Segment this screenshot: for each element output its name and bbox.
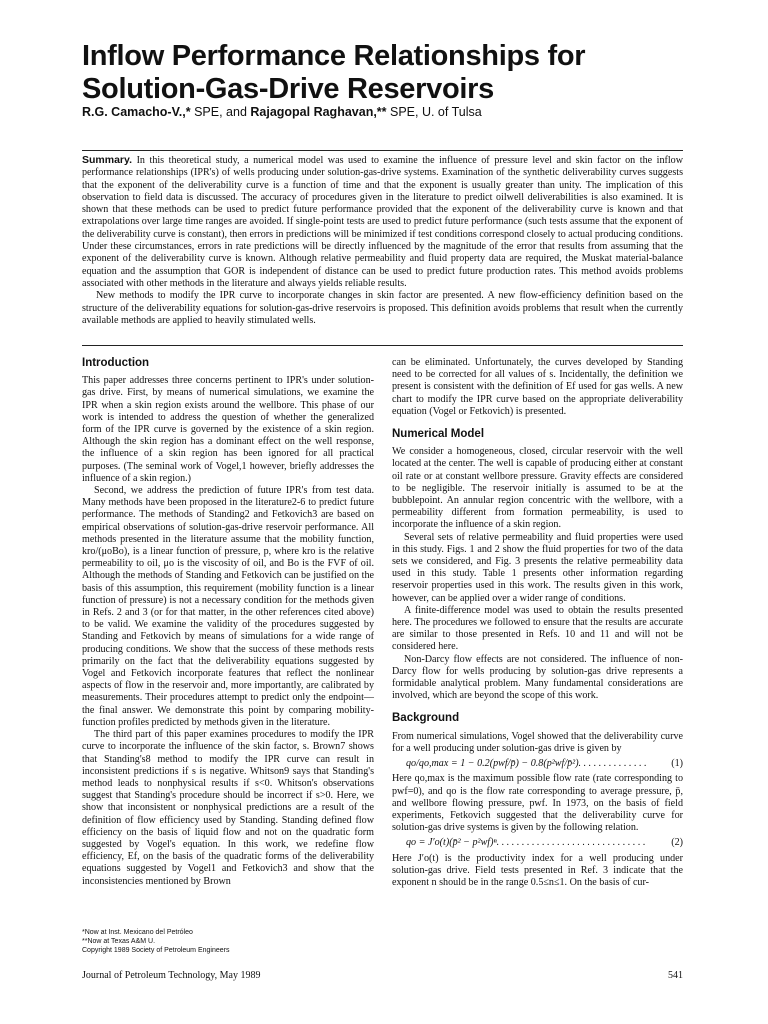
summary-block: [82, 154, 683, 327]
intro-paragraph-2: Second, we address the prediction of future IPR's from test data. Many methods have been proposed in the literature2-6 to predict future performance. The methods of Standing2 and Fetkovich3 are based on empirical observations of solution-gas-drive reservoir performance. All methods presented in the literature assume that the mobility function, kro/(μoBo), is a linear function of pressure, p, where kro is the relative permeability to oil, μo is the viscosity of oil, and Bo is the FVF of oil. Although the methods of Standing and Fetkovich can be justified on the basis of this assumption, this requirement (mobility function is a linear function of pressure) is not a necessary condition for the methods given in Refs. 2 and 3 (or for that matter, in the other references cited above) to be valid. We examine the validity of the procedures suggested by Standing and Fetkovich by means of simulations for a wide range of producing conditions. We show that the success of these methods rests primarily on the fact that the deliverability equations suggested by Vogel and Fetkovich incorporate features that reflect the nonlinear aspects of flow in the reservoir and, more importantly, are calibrated by measurements. Their procedures attempt to predict only the endpoint—the final answer. We demonstrate this point by comparing mobility-function profiles predicted by methods given in the literature.: [82, 485, 374, 728]
section-heading-introduction: Introduction: [82, 357, 150, 369]
equation-1: [406, 758, 683, 770]
background-paragraph-3: Here J′o(t) is the productivity index for a well producing under solution-gas drive. Field tests presented in Ref. 3 indicate that the exponent n should be in the range 0.5≤n≤1. On the basis of cur-: [392, 852, 683, 888]
intro-paragraph-3: The third part of this paper examines procedures to modify the IPR curve to incorporate the influence of the skin factor, s. Brown7 shows that Standing's8 method to modify the IPR curve can result in inconsistent predictions if s is negative. Whitson9 says that Standing's method leads to nonphysical results if s<0. Whitson's observations suggest that Standing's procedure should be incorrect if s>0. Here, we show that inconsistent or nonphysical predictions are a result of the definition of flow efficiency used by Standing. Standing defined flow efficiency on the basis of liquid flow and not on the quadratic form suggested by Vogel's equation. In this work, we redefine flow efficiency, Ef, on the basis of the quadratic forms of the deliverability equations suggested by Vogel1 and Fetkovich3 and show that the inconsistencies mentioned by Brown: [82, 729, 374, 887]
equation-2: [406, 837, 683, 849]
equation-1-body: qo/qo,max = 1 − 0.2(pwf/p̄) − 0.8(p²wf/p̄²). . . . . . . . . . . . . .: [406, 758, 647, 770]
model-paragraph-1: We consider a homogeneous, closed, circular reservoir with the well located at the center. The well is capable of producing either at constant oil rate or at constant wellbore pressure. Gravity effects are considered to be negligible. The reservoir initially is assumed to be at the bubblepoint. An annular region concentric with the wellbore, with a permeability different from formation permeability, is used to incorporate the influence of a skin region.: [392, 446, 683, 531]
intro-continuation: can be eliminated. Unfortunately, the curves developed by Standing need to be corrected for all values of s. Incidentally, the definition we present is consistent with the definition of Ef used for gas wells. A new chart to modify the IPR curve based on the appropriate deliverability equation (Vogel or Fetkovich) is presented.: [392, 357, 683, 417]
equation-1-number: (1): [671, 758, 683, 770]
copyright-note: Copyright 1989 Society of Petroleum Engineers: [82, 947, 230, 954]
section-heading-numerical-model: Numerical Model: [392, 428, 485, 441]
journal-footer: Journal of Petroleum Technology, May 1989: [82, 970, 261, 981]
equation-2-body: qo = J′o(t)(p̄² − p²wf)ⁿ. . . . . . . . . . . . . . . . . . . . . . . . . . . . . .: [406, 837, 646, 849]
author-2-affiliation: SPE, U. of Tulsa: [386, 105, 482, 119]
intro-paragraph-1: This paper addresses three concerns pertinent to IPR's under solution-gas drive. First, by means of numerical simulations, we examine the IPR when a skin region exists around the wellbore. This phase of our work is intended to address the question of whether the generalized form of the IPR curve is governed by the existence of a skin region. Although the skin region has a dominant effect on the well response, the influence of a skin region has been ignored for all practical purposes. (The seminal work of Vogel,1 however, briefly addresses the influence of a skin region.): [82, 375, 374, 484]
summary-bottom-rule: [82, 345, 683, 346]
background-paragraph-1: From numerical simulations, Vogel showed that the deliverability curve for a well producing under solution-gas drive is given by: [392, 730, 683, 754]
footnote-1: *Now at Inst. Mexicano del Petróleo: [82, 929, 193, 936]
author-2-name: Rajagopal Raghavan,**: [250, 105, 387, 119]
author-line: [82, 105, 702, 119]
equation-2-number: (2): [671, 837, 683, 849]
summary-lead: Summary.: [82, 154, 132, 166]
author-1-name: R.G. Camacho-V.,*: [82, 105, 191, 119]
summary-top-rule: [82, 150, 683, 151]
summary-paragraph-2: New methods to modify the IPR curve to incorporate changes in skin factor are presented. A new flow-efficiency definition based on the structure of the deliverability equations for solution-gas-drive reservoirs is proposed. This definition avoids problems that result when the currently available methods are applied to heavily stimulated wells.: [82, 290, 683, 326]
background-paragraph-2: Here qo,max is the maximum possible flow rate (rate corresponding to pwf=0), and qo is the flow rate corresponding to average pressure, p̄, and wellbore flowing pressure, pwf. In 1973, on the basis of field experiments, Fetkovich suggested that the deliverability curve for solution-gas drive systems is given by the following relation.: [392, 773, 683, 834]
summary-paragraph-1: [82, 154, 683, 290]
section-heading-background: Background: [392, 712, 460, 725]
page-number: 541: [668, 970, 683, 981]
affiliation-footnotes: [82, 928, 374, 955]
left-column: [82, 357, 374, 888]
footnote-2: **Now at Texas A&M U.: [82, 938, 156, 945]
summary-text-1: In this theoretical study, a numerical model was used to examine the influence of pressure level and skin factor on the inflow performance relationships (IPR's) of wells producing under solution-gas-drive systems. Examination of the synthetic deliverability curves suggests that the exponent of the deliverability curve is a function of time and that the exponent is usually greater than unity. The implication of this observation to field data is discussed. The accuracy of procedures given in the literature to predict oilwell deliverabilities is also examined. It is shown that these methods can be used to predict future performance provided that the exponent of the deliverability curve is known and that extrapolations over large time ranges are avoided. If single-point tests are used to predict future performance (such tests assume that the exponent of the deliverability curve is constant), then errors in predictions will be minimized if test conditions correspond closely to actual producing conditions. Under these circumstances, errors in rate predictions will be directly influenced by the magnitude of the error that results from assuming that the exponent of the deliverability curve is known. Although relative permeability and fluid property data are required, the Muskat material-balance equation and the assumption that GOR is independent of distance can be used to predict future production rates. This method avoids problems associated with other methods in the literature and always yields reliable results.: [82, 155, 684, 289]
right-column: [392, 357, 683, 889]
author-1-affiliation: SPE, and: [190, 105, 251, 119]
model-paragraph-3: A finite-difference model was used to obtain the results presented here. The procedures we followed to ensure that the results are accurate are similar to those presented in Refs. 10 and 11 and will not be considered here.: [392, 604, 683, 653]
model-paragraph-2: Several sets of relative permeability and fluid properties were used in this study. Figs. 1 and 2 show the fluid properties for two of the data sets we considered, and Fig. 3 presents the relative permeability data used in this study. Table 1 presents other information regarding reservoir properties used in this work. The results given in this work, however, can be applied over a wider range of conditions.: [392, 531, 683, 604]
paper-title: Inflow Performance Relationships for Solution-Gas-Drive Reservoirs: [82, 40, 586, 105]
model-paragraph-4: Non-Darcy flow effects are not considered. The influence of non-Darcy flow for wells producing by solution-gas drive represents a formidable analytical problem. Many fundamental considerations are involved, which are beyond the scope of this work.: [392, 653, 683, 702]
